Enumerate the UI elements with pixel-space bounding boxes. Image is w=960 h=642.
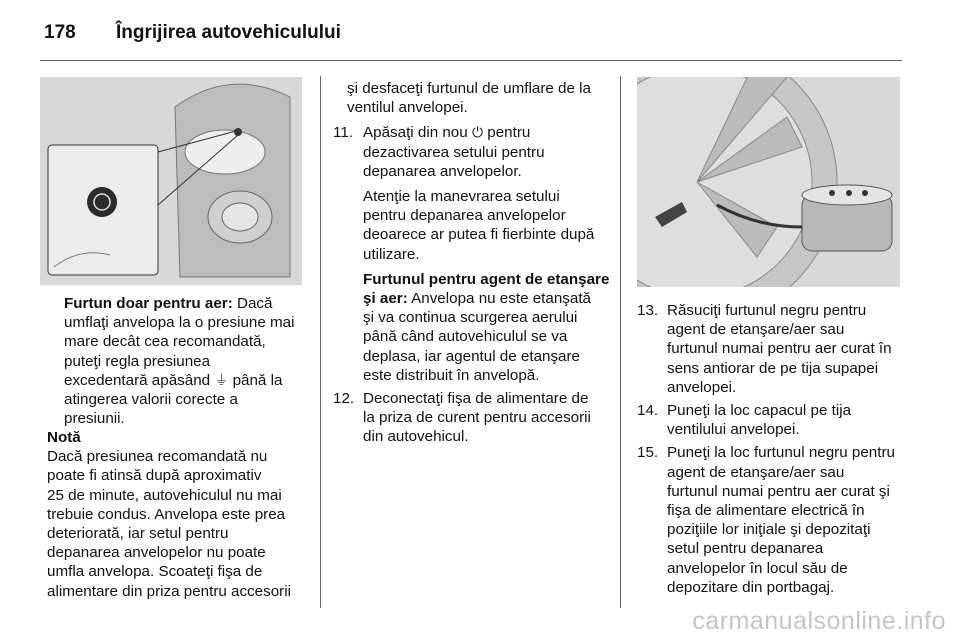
caution-line: deoarece ar putea fi fierbinte după [363, 226, 595, 244]
step-line: poziţiile lor iniţiale şi depozitaţi [667, 521, 871, 539]
step-line: Puneţi la loc furtunul negru pentru [667, 444, 895, 462]
column-divider-1 [320, 76, 321, 608]
note-line: trebuie condus. Anvelopa este prea [47, 505, 286, 523]
step-number: 11. [333, 124, 353, 142]
step-line: Răsuciţi furtunul negru pentru [667, 302, 867, 319]
step-15 [637, 443, 902, 597]
caution-line: pentru depanarea anvelopelor [363, 207, 566, 225]
callout-air-hose [64, 294, 314, 428]
callout-line: atingerea valorii corecte a [64, 391, 238, 409]
step-line: pentru [487, 124, 531, 142]
deflate-button-icon: ⏚ [214, 371, 229, 388]
continuation-line: ventilul anvelopei. [347, 99, 468, 117]
callout-text: până la [232, 371, 283, 389]
column-divider-2 [620, 76, 621, 608]
watermark: carmanualsonline.info [692, 607, 946, 635]
step-line: la priza de curent pentru accesorii [363, 409, 591, 427]
header-rule [40, 60, 902, 61]
step-line: dezactivarea setului pentru [363, 143, 545, 161]
note-line: poate fi atinsă după aproximativ [47, 467, 262, 485]
step-line: sens antiorar de pe tija supapei [667, 359, 879, 377]
step-number: 13. [637, 302, 659, 319]
step-line: furtunul numai pentru aer curat în [667, 340, 892, 358]
step-line: anvelopelor în locul său de [667, 559, 848, 577]
step-line: anvelopei. [667, 378, 737, 396]
step-number: 15. [637, 444, 659, 462]
sealant-line: Anvelopa nu este etanşată [411, 290, 591, 308]
note-line: umfla anvelopa. Scoateţi fişa de [47, 563, 263, 581]
note-title: Notă [47, 429, 81, 446]
callout-text: Dacă [237, 295, 273, 312]
step-13 [637, 301, 902, 397]
column-2-text [333, 79, 613, 451]
step-12 [333, 389, 613, 447]
sealant-line: deplasa, iar agentul de etanşare [363, 347, 581, 365]
caution-line: Atenţie la manevrarea setului [363, 188, 560, 206]
step-line: din autovehicul. [363, 428, 469, 446]
page-title: Îngrijirea autovehiculului [116, 22, 341, 43]
step-number: 14. [637, 402, 659, 420]
note-line: depanarea anvelopelor nu poate [47, 544, 266, 562]
callout-line: puteţi regla presiunea [64, 352, 211, 370]
column-3-text [637, 301, 902, 601]
step-line: depozitare din portbagaj. [667, 578, 835, 596]
sealant-line: este distribuit în anvelopă. [363, 366, 540, 384]
step-line: setul pentru depanarea [667, 540, 824, 558]
step-11 [333, 123, 613, 385]
step-line: furtunul numai pentru aer curat şi [667, 482, 890, 500]
step-line: Deconectaţi fişa de alimentare de [363, 390, 589, 408]
callout-line: excedentară apăsând [64, 371, 211, 389]
step-line: agent de etanşare/aer sau [667, 321, 845, 339]
callout-line: presiunii. [64, 410, 125, 428]
callout-title: Furtun doar pentru aer: [64, 295, 233, 312]
note-line: 25 de minute, autovehiculul nu mai [47, 486, 282, 504]
step-line: agent de etanşare/aer sau [667, 463, 845, 481]
step-14 [637, 401, 902, 439]
sealant-line: până când autovehiculul se va [363, 328, 568, 346]
page-number: 178 [44, 22, 76, 43]
caution-line: utilizare. [363, 245, 420, 263]
compressor-panel-illustration [40, 77, 302, 285]
step-line: depanarea anvelopelor. [363, 162, 522, 180]
sealant-title: Furtunul pentru agent de etanşare [363, 270, 610, 288]
note-line: Dacă presiunea recomandată nu [47, 448, 268, 466]
step-line: ventilului anvelopei. [667, 421, 800, 439]
step-number: 12. [333, 390, 355, 408]
note-line: deteriorată, iar setul pentru [47, 525, 229, 543]
continuation-line: şi desfaceţi furtunul de umflare de la [347, 80, 591, 97]
step-line: Apăsaţi din nou [363, 124, 468, 142]
callout-line: mare decât cea recomandată, [64, 333, 266, 351]
wheel-compressor-illustration [637, 77, 900, 287]
callout-line: umflaţi anvelopa la o presiune mai [64, 314, 295, 332]
step-line: fişa de alimentare electrică în [667, 502, 865, 520]
note-line: alimentare din priza pentru accesorii [47, 582, 291, 600]
power-icon: ⏻ [471, 124, 484, 141]
note-block [47, 428, 312, 601]
sealant-title: şi aer: [363, 290, 408, 308]
step-line: Puneţi la loc capacul pe tija [667, 402, 852, 420]
sealant-line: şi va continua scurgerea aerului [363, 309, 578, 327]
